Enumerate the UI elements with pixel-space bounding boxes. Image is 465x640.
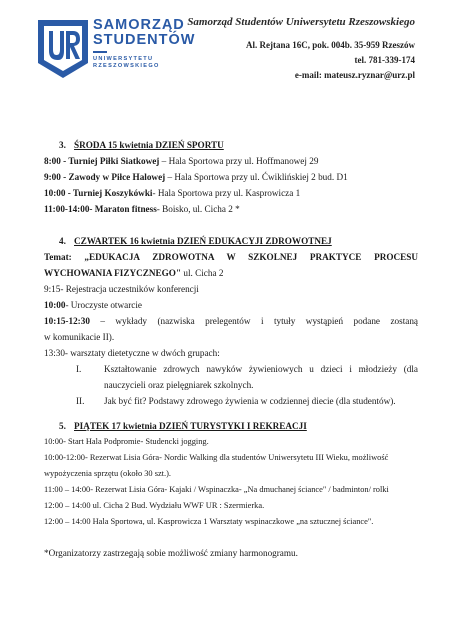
org-divider [93,51,107,53]
samorzad-logo-icon [37,19,89,79]
org-name-line2: STUDENTÓW [93,32,196,48]
section-4-heading: 4. CZWARTEK 16 kwietnia DZIEŃ EDUKACYJI ZDROWOTNEJ [59,236,332,246]
letterhead-address: Al. Rejtana 16C, pok. 004b. 35-959 Rzeszów [246,40,415,50]
list-item-continuation: wypożyczenia sprzętu (około 30 szt.). [44,469,171,478]
list-item: 12:00 – 14:00 ul. Cicha 2 Bud. Wydziału WWF UR : Szermierka. [44,501,265,510]
list-item: 9:15- Rejestracja uczestników konferencji [44,284,199,294]
topic-line: Temat: „EDUKACJA ZDROWOTNA W SZKOLNEJ PRAKTYCE PROCESU [44,252,418,262]
list-item: 12:00 – 14:00 Hala Sportowa, ul. Kasprowicza 1 Warsztaty wspinaczkowe „na sztucznej ściance". [44,517,374,526]
letterhead-email: e-mail: mateusz.ryznar@urz.pl [294,70,415,80]
list-item: 9:00 - Zawody w Piłce Halowej – Hala Sportowa przy ul. Ćwiklińskiej 2 bud. D1 [44,172,348,182]
section-3-heading: 3. ŚRODA 15 kwietnia DZIEŃ SPORTU [59,140,224,150]
list-item: 11:00-14:00- Maraton fitness- Boisko, ul. Cicha 2 * [44,204,240,214]
workshop-group: II. Jak być fit? Podstawy zdrowego żywienia w codziennej diecie (dla studentów). [76,396,396,406]
letterhead-phone: tel. 781-339-174 [354,55,415,65]
list-item-continuation: w komunikacie II). [44,332,115,342]
list-item: 10:00- Start Hala Podpromie- Studencki jogging. [44,437,209,446]
list-item: 13:30- warsztaty dietetyczne w dwóch grupach: [44,348,220,358]
org-sub-line2: RZESZOWSKIEGO [93,63,160,69]
workshop-group: I. Kształtowanie zdrowych nawyków żywieniowych u dzieci i młodzieży (dla nauczycieli oraz pielęgniarek szkolnych. [76,364,418,390]
org-sub-line1: UNIWERSYTETU [93,56,154,62]
topic-line: WYCHOWANIA FIZYCZNEGO" ul. Cicha 2 [44,268,224,278]
list-item: 8:00 - Turniej Piłki Siatkowej – Hala Sportowa przy ul. Hoffmanowej 29 [44,156,319,166]
list-item: 10:00 - Turniej Koszykówki- Hala Sportowa przy ul. Kasprowicza 1 [44,188,301,198]
letterhead-title: Samorząd Studentów Uniwersytetu Rzeszowskiego [187,16,415,28]
org-name-line1: SAMORZĄD [93,17,185,33]
list-item: 10:15-12:30 – wykłady (nazwiska prelegentów i tytuły wystąpień podane zostaną [44,316,418,326]
letterhead-contact [187,16,415,83]
schedule-content [44,137,418,530]
section-5-heading: 5. PIĄTEK 17 kwietnia DZIEŃ TURYSTYKI I REKREACJI [59,421,307,431]
list-item: 11:00 – 14:00- Rezerwat Lisia Góra- Kajaki / Wspinaczka- „Na dmuchanej ściance" / badminton/ rolki [44,485,389,494]
org-name-block [93,18,195,70]
list-item: 10:00- Uroczyste otwarcie [44,300,142,310]
organizer-footnote: *Organizatorzy zastrzegają sobie możliwość zmiany harmonogramu. [44,548,298,558]
list-item: 10:00-12:00- Rezerwat Lisia Góra- Nordic Walking dla studentów Uniwersytetu III Wieku, możliwość [44,453,389,462]
